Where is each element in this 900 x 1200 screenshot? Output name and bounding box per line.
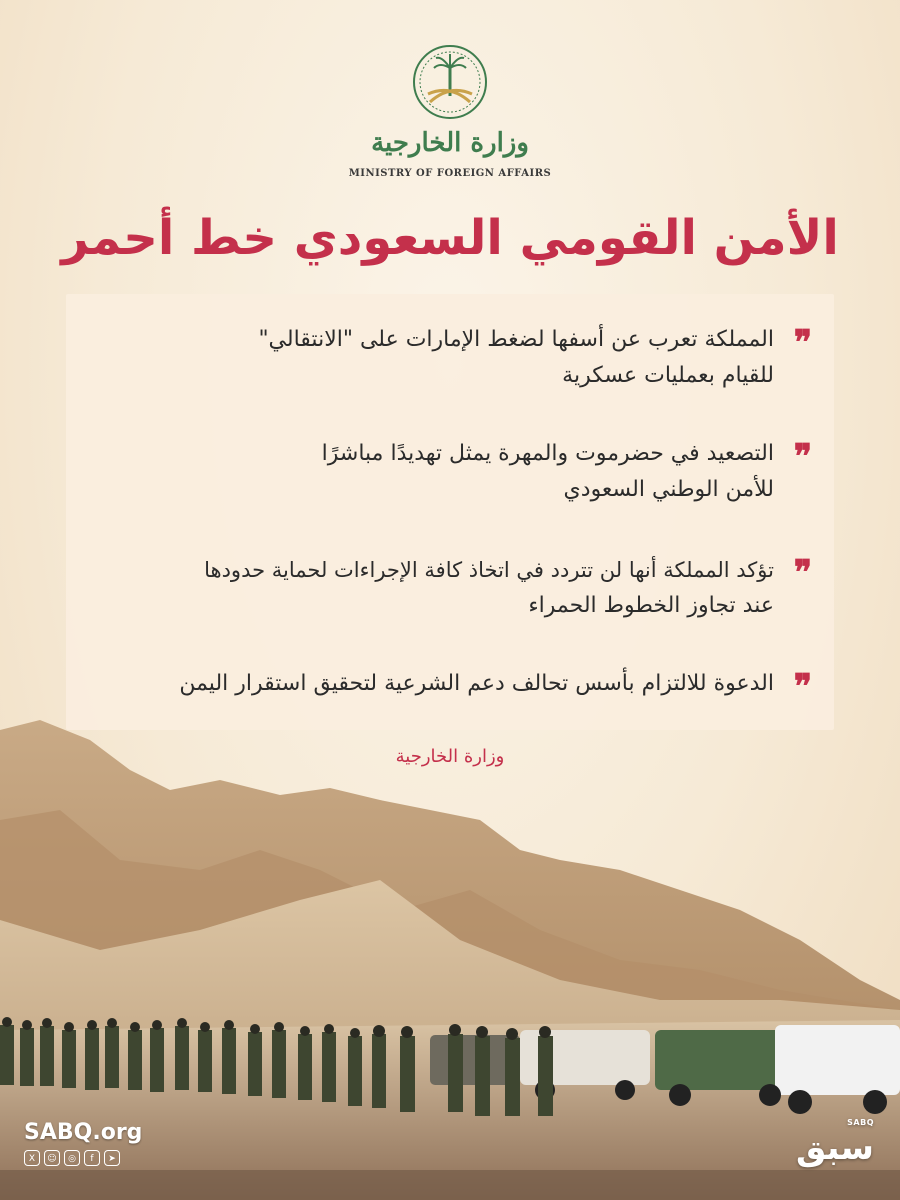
quote-icon: ❞ <box>793 323 812 363</box>
point-line: تؤكد المملكة أنها لن تتردد في اتخاذ كافة الإجراءات لحماية حدودها <box>204 558 774 582</box>
x-icon[interactable]: X <box>24 1150 40 1166</box>
emblem-english-text: MINISTRY OF FOREIGN AFFAIRS <box>348 168 552 179</box>
social-icons <box>24 1150 120 1166</box>
sabq-logo <box>790 1118 880 1178</box>
point-line: المملكة تعرب عن أسفها لضغط الإمارات على "الانتقالي" <box>258 327 774 352</box>
point-item <box>92 552 812 624</box>
facebook-icon[interactable]: f <box>84 1150 100 1166</box>
point-item <box>92 666 812 707</box>
point-item <box>92 322 812 394</box>
point-line: للأمن الوطني السعودي <box>563 477 774 502</box>
instagram-icon[interactable]: ◎ <box>64 1150 80 1166</box>
quote-icon: ❞ <box>793 553 812 593</box>
emblem-arabic-text: وزارة الخارجية <box>371 128 529 158</box>
point-line: للقيام بعمليات عسكرية <box>562 363 774 388</box>
point-line: الدعوة للالتزام بأسس تحالف دعم الشرعية لتحقيق استقرار اليمن <box>179 671 774 696</box>
sabq-logo-small-text: SABQ <box>847 1118 874 1127</box>
site-url[interactable]: SABQ.org <box>24 1120 143 1145</box>
sabq-logo-text: سبق <box>796 1128 874 1168</box>
point-line: عند تجاوز الخطوط الحمراء <box>528 593 774 618</box>
points-card <box>66 294 834 730</box>
source-label: وزارة الخارجية <box>395 746 505 767</box>
telegram-icon[interactable]: ➤ <box>104 1150 120 1166</box>
ministry-emblem-icon <box>400 40 500 130</box>
quote-icon: ❞ <box>793 667 812 707</box>
point-item <box>92 436 812 508</box>
point-line: التصعيد في حضرموت والمهرة يمثل تهديدًا مباشرًا <box>321 441 774 466</box>
quote-icon: ❞ <box>793 437 812 477</box>
headline: الأمن القومي السعودي خط أحمر <box>61 210 839 266</box>
snapchat-icon[interactable]: ☺ <box>44 1150 60 1166</box>
